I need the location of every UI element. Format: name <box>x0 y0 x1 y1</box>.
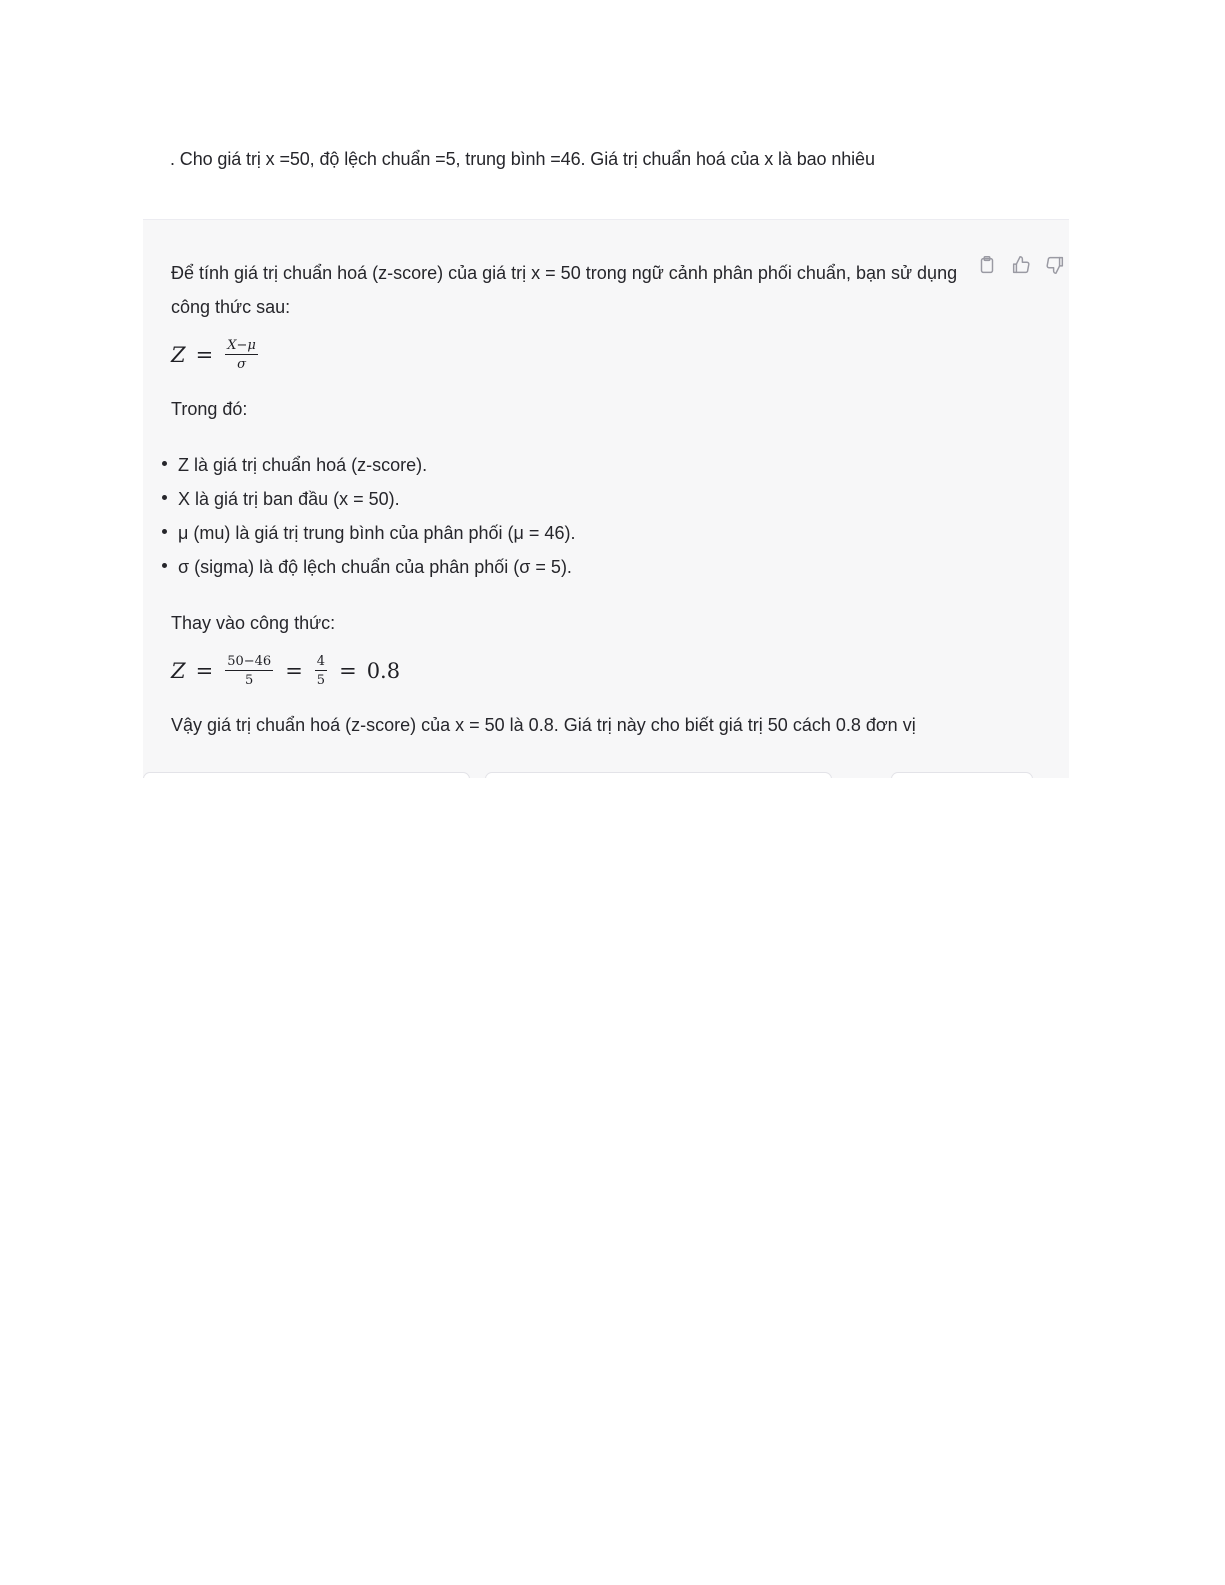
message-actions <box>976 254 1066 276</box>
clipboard-icon[interactable] <box>976 254 998 276</box>
calc-result: 0.8 <box>366 659 401 683</box>
calc-equals-2: = <box>285 659 303 683</box>
user-message: . Cho giá trị x =50, độ lệch chuẩn =5, trung bình =46. Giá trị chuẩn hoá của x là bao nhiêu <box>170 149 875 169</box>
response-content <box>171 256 961 742</box>
calc-equals-3: = <box>339 659 357 683</box>
substitute-label: Thay vào công thức: <box>171 613 336 633</box>
fraction-numerator: 4 <box>316 654 326 669</box>
fraction-numerator: 50−46 <box>227 654 272 669</box>
fraction-denominator: 5 <box>245 673 254 688</box>
formula-fraction <box>225 338 258 372</box>
fraction-denominator: 5 <box>316 673 326 688</box>
z-score-calculation <box>171 654 961 688</box>
suggestion-cards-edge <box>143 772 1069 778</box>
calc-equals-1: = <box>195 659 214 683</box>
conclusion-paragraph: Vậy giá trị chuẩn hoá (z-score) của x = 50 là 0.8. Giá trị này cho biết giá trị 50 cách 0.8 đơn vị <box>171 715 916 735</box>
list-item: X là giá trị ban đầu (x = 50). <box>171 482 961 516</box>
suggestion-card[interactable] <box>143 772 470 778</box>
where-label: Trong đó: <box>171 399 248 419</box>
suggestion-card[interactable] <box>485 772 832 778</box>
list-item: μ (mu) là giá trị trung bình của phân phối (μ = 46). <box>171 516 961 550</box>
list-item: σ (sigma) là độ lệch chuẩn của phân phối (σ = 5). <box>171 550 961 584</box>
fraction-denominator: σ <box>237 357 246 372</box>
calc-lhs: Z <box>171 659 186 683</box>
calc-fraction-1 <box>225 654 273 688</box>
thumbs-down-icon[interactable] <box>1044 254 1066 276</box>
z-score-formula <box>171 338 961 372</box>
fraction-numerator: X−μ <box>227 338 256 353</box>
suggestion-card[interactable] <box>891 772 1033 778</box>
formula-lhs: Z <box>171 343 186 367</box>
formula-equals: = <box>195 343 214 367</box>
definition-list <box>171 448 961 584</box>
calc-fraction-2 <box>315 654 327 688</box>
list-item: Z là giá trị chuẩn hoá (z-score). <box>171 448 961 482</box>
assistant-response <box>143 219 1069 778</box>
thumbs-up-icon[interactable] <box>1010 254 1032 276</box>
intro-paragraph: Để tính giá trị chuẩn hoá (z-score) của giá trị x = 50 trong ngữ cảnh phân phối chuẩn, bạn sử dụng công thức sau: <box>171 263 958 317</box>
